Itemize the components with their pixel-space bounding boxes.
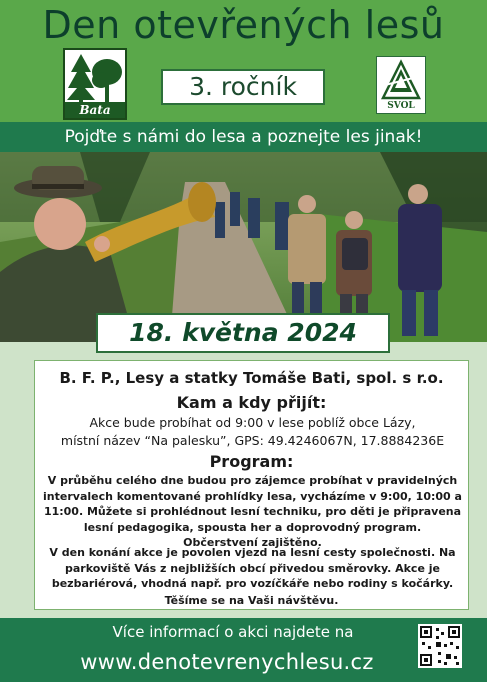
where-when-line-1: Akce bude probíhat od 9:00 v lese poblíž obce Lázy, (89, 415, 416, 430)
program-paragraph-1: V průběhu celého dne budou pro zájemce probíhat v pravidelných intervalech komentované prohlídky lesa, vycházíme v 9:00, 10:00 a 11:00. Můžete si prohlédnout lesní techniku, pro děti je připravena lesní pedagogika, spousta her a doprovodný program. (43, 474, 462, 534)
bata-logo (63, 48, 127, 120)
svol-logo-text: SVOL (387, 101, 415, 111)
edition-badge: 3. ročník (161, 69, 325, 105)
access-text: V den konání akce je povolen vjezd na lesní cesty společnosti. Na parkoviště Vás z nejbližších obcí přivedou směrovky. Akce je bezbariérová, vhodná např. pro vozíčkáře nebo rodiny s kočárky. (49, 546, 456, 590)
website-link[interactable]: www.denotevrenychlesu.cz (80, 650, 374, 674)
where-when-heading: Kam a kdy přijít: (176, 393, 327, 412)
closing-text: Těšíme se na Vaši návštěvu. (164, 594, 339, 607)
svol-logo (376, 56, 426, 114)
program-heading: Program: (209, 452, 294, 471)
page-title: Den otevřených lesů (42, 3, 445, 47)
bata-tree-icon (65, 50, 125, 102)
slogan: Pojďte s námi do lesa a poznejte les jinak! (0, 122, 487, 152)
footer (0, 618, 487, 682)
event-date: 18. května 2024 (96, 313, 390, 353)
where-when-text (39, 414, 466, 450)
more-info-text: Více informací o akci najdete na (112, 623, 354, 641)
program-text (39, 473, 466, 551)
info-panel (34, 360, 469, 610)
organizer-name: B. F. P., Lesy a statky Tomáše Bati, spol. s r.o. (59, 369, 444, 387)
svol-emblem-icon (377, 58, 425, 102)
header-banner (0, 0, 487, 122)
bata-logo-text: Bata (65, 102, 125, 118)
where-when-line-2: místní název “Na palesku”, GPS: 49.4246067N, 17.8884236E (60, 433, 445, 448)
qr-code[interactable] (418, 624, 462, 668)
qr-code-icon (418, 624, 462, 668)
program-refreshments: Občerstvení zajištěno. (183, 536, 322, 549)
